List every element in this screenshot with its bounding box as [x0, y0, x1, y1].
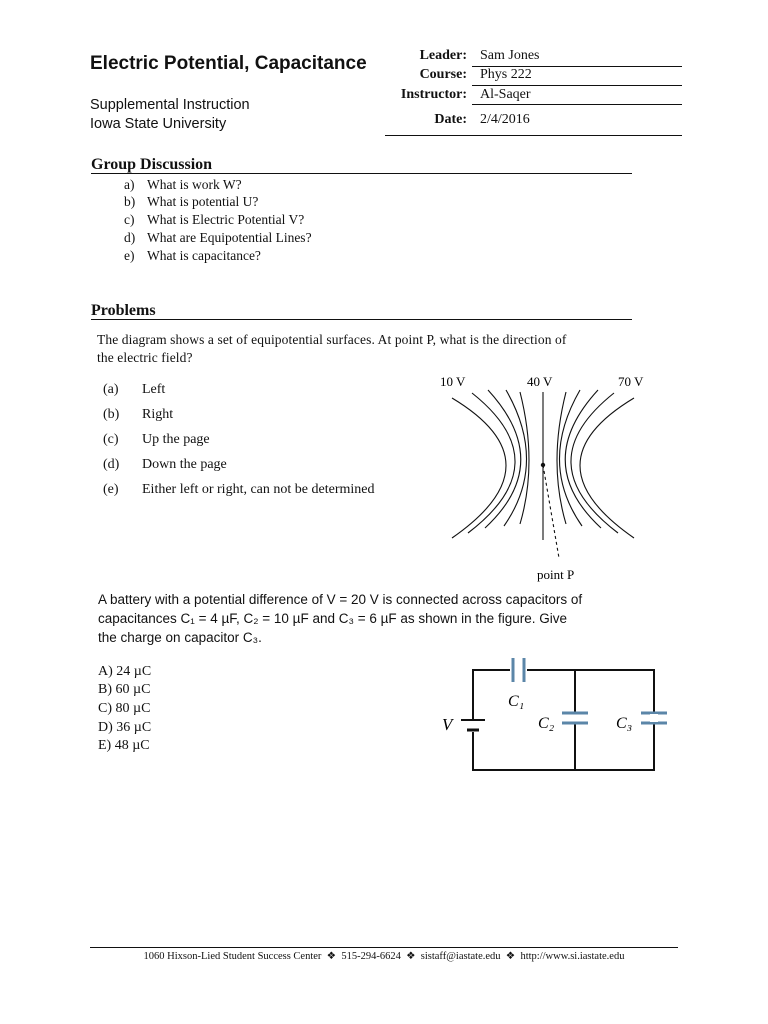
item-text: What is capacitance?	[147, 248, 261, 263]
equipotential-line	[557, 392, 566, 524]
item-text: What is work W?	[147, 177, 242, 192]
label-70v: 70 V	[618, 374, 644, 389]
point-p-leader	[543, 465, 559, 558]
option-text: Either left or right, can not be determined	[142, 482, 375, 497]
problem1-option	[103, 482, 374, 498]
footer-address: 1060 Hixson-Lied Student Success Center	[143, 951, 322, 962]
group-discussion-underline	[91, 173, 632, 174]
problem2-option: A) 24 µC	[98, 664, 152, 679]
footer-separator: ❖	[326, 951, 337, 962]
problem1-option	[103, 457, 227, 473]
subtitle-program: Supplemental Instruction	[90, 97, 250, 113]
course-value: Phys 222	[480, 67, 532, 82]
footer	[90, 950, 678, 962]
footer-rule	[90, 947, 678, 948]
course-label: Course:	[419, 67, 467, 82]
c2-label: C₂	[538, 715, 555, 732]
problems-underline	[91, 319, 632, 320]
option-letter: (c)	[103, 432, 119, 447]
equipotential-diagram	[420, 368, 680, 588]
problem2-text-line2: capacitances C₁ = 4 µF, C₂ = 10 µF and C₃ = 6 µF as shown in the figure. Give	[98, 611, 567, 626]
item-letter: d)	[124, 230, 136, 245]
document-title: Electric Potential, Capacitance	[90, 53, 367, 74]
subtitle-university: Iowa State University	[90, 116, 227, 132]
point-p-label: point P	[537, 567, 575, 582]
footer-email[interactable]: sistaff@iastate.edu	[420, 951, 501, 962]
c3-gap	[650, 714, 658, 722]
option-text: Down the page	[142, 457, 227, 472]
wire	[473, 670, 510, 719]
problem1-option	[103, 432, 210, 448]
discussion-item	[124, 177, 242, 193]
option-letter: (e)	[103, 482, 119, 497]
problem2-option: D) 36 µC	[98, 720, 152, 735]
item-letter: a)	[124, 177, 135, 192]
item-letter: e)	[124, 248, 135, 263]
problem2-text-line1: A battery with a potential difference of V = 20 V is connected across capacitors of	[98, 592, 583, 607]
capacitor-circuit-diagram	[430, 650, 680, 780]
leader-value: Sam Jones	[480, 48, 540, 63]
discussion-item	[124, 248, 261, 264]
battery-label: V	[442, 715, 453, 734]
option-letter: (b)	[103, 407, 120, 422]
option-text: Left	[142, 382, 166, 397]
leader-label: Leader:	[419, 48, 467, 63]
c3-label: C₃	[616, 715, 633, 732]
label-10v: 10 V	[440, 374, 466, 389]
option-text: Right	[142, 407, 174, 422]
date-label: Date:	[434, 112, 467, 127]
problem2-option: C) 80 µC	[98, 701, 151, 716]
option-letter: (a)	[103, 382, 119, 397]
footer-url[interactable]: http://www.si.iastate.edu	[520, 951, 625, 962]
instructor-label: Instructor:	[400, 87, 467, 102]
course-underline	[472, 85, 682, 86]
option-letter: (d)	[103, 457, 120, 472]
problem2-option: B) 60 µC	[98, 682, 151, 697]
group-discussion-heading: Group Discussion	[91, 156, 213, 173]
problem1-text-line1: The diagram shows a set of equipotential surfaces. At point P, what is the direction of	[97, 332, 567, 347]
problem1-option	[103, 382, 165, 398]
instructor-value: Al-Saqer	[480, 87, 531, 102]
item-text: What is potential U?	[147, 194, 259, 209]
point-p-marker	[541, 463, 545, 467]
equipotential-line	[520, 392, 529, 524]
date-value: 2/4/2016	[480, 112, 530, 127]
item-letter: b)	[124, 194, 136, 209]
label-40v: 40 V	[527, 374, 553, 389]
footer-separator: ❖	[406, 951, 416, 962]
footer-phone: 515-294-6624	[341, 951, 401, 962]
instructor-underline	[472, 104, 682, 105]
c1-label: C₁	[508, 693, 525, 710]
item-letter: c)	[124, 212, 135, 227]
discussion-item	[124, 194, 258, 210]
problems-heading: Problems	[91, 302, 156, 319]
item-text: What is Electric Potential V?	[147, 212, 305, 227]
footer-separator: ❖	[505, 951, 516, 962]
header-bottom-line	[385, 135, 682, 136]
item-text: What are Equipotential Lines?	[147, 230, 312, 245]
problem2-option: E) 48 µC	[98, 738, 150, 753]
option-text: Up the page	[142, 432, 210, 447]
discussion-item	[124, 212, 304, 228]
discussion-item	[124, 230, 312, 246]
problem2-text-line3: the charge on capacitor C₃.	[98, 630, 262, 645]
problem1-text-line2: the electric field?	[97, 350, 193, 365]
problem1-option	[103, 407, 173, 423]
